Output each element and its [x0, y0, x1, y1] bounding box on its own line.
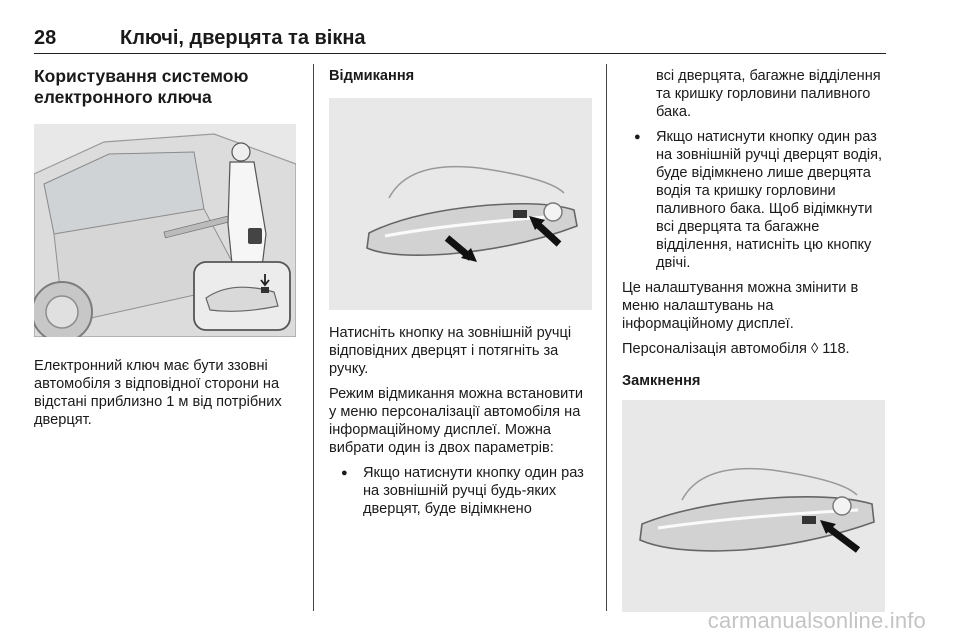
column-2 — [329, 60, 592, 525]
paragraph: Це налаштування можна змінити в меню налаштувань на інформаційному дисплеї. — [622, 280, 859, 332]
cross-reference — [622, 340, 888, 358]
bullet-list — [622, 128, 888, 272]
reference-text: Персоналізація автомобіля — [622, 341, 807, 357]
list-item-continuation: всі дверцята, багажне відділення та кришку горловини паливного бака. — [656, 68, 881, 120]
subsection-heading: Замкнення — [622, 373, 701, 389]
column-1 — [34, 60, 296, 436]
car-with-person-icon — [34, 124, 296, 337]
bullet-list — [329, 464, 592, 518]
column-3 — [622, 60, 888, 612]
arrow-icon: ◊ — [811, 341, 819, 357]
watermark: carmanualsonline.info — [707, 608, 926, 633]
paragraph: Натисніть кнопку на зовнішній ручці відповідних дверцят і потягніть за ручку. — [329, 325, 572, 377]
paragraph: Електронний ключ має бути ззовні автомобіля з відповідної сторони на відстані приблизно 1 м від потрібних дверцят. — [34, 358, 282, 428]
page-reference: 118. — [822, 341, 850, 357]
paragraph: Режим відмикання можна встановити у меню персоналізації автомобіля на інформаційному дисплеї. Можна вибрати один із двох параметрів: — [329, 386, 584, 456]
door-handle-unlock-icon — [329, 98, 592, 310]
column-divider — [606, 64, 607, 611]
subsection-heading: Відмикання — [329, 68, 415, 84]
list-item: ● Якщо натиснути кнопку один раз на зовнішній ручці будь-яких дверцят, буде відімкнено — [329, 464, 592, 518]
section-heading: Користування системою електронного ключа — [34, 66, 249, 107]
column-divider — [313, 64, 314, 611]
page-title: Ключі, дверцята та вікна — [120, 27, 366, 49]
door-handle-lock-icon — [622, 400, 885, 612]
page-number: 28 — [34, 27, 57, 49]
list-item: ● Якщо натиснути кнопку один раз на зовнішній ручці дверцят водія, буде відімкнено лише дверцята водія та кришку горловини паливного бака. Щоб відімкнути всі дверцята та багажне відділення, натисніть цю кнопку двічі. — [622, 128, 888, 272]
page-header — [34, 27, 886, 54]
